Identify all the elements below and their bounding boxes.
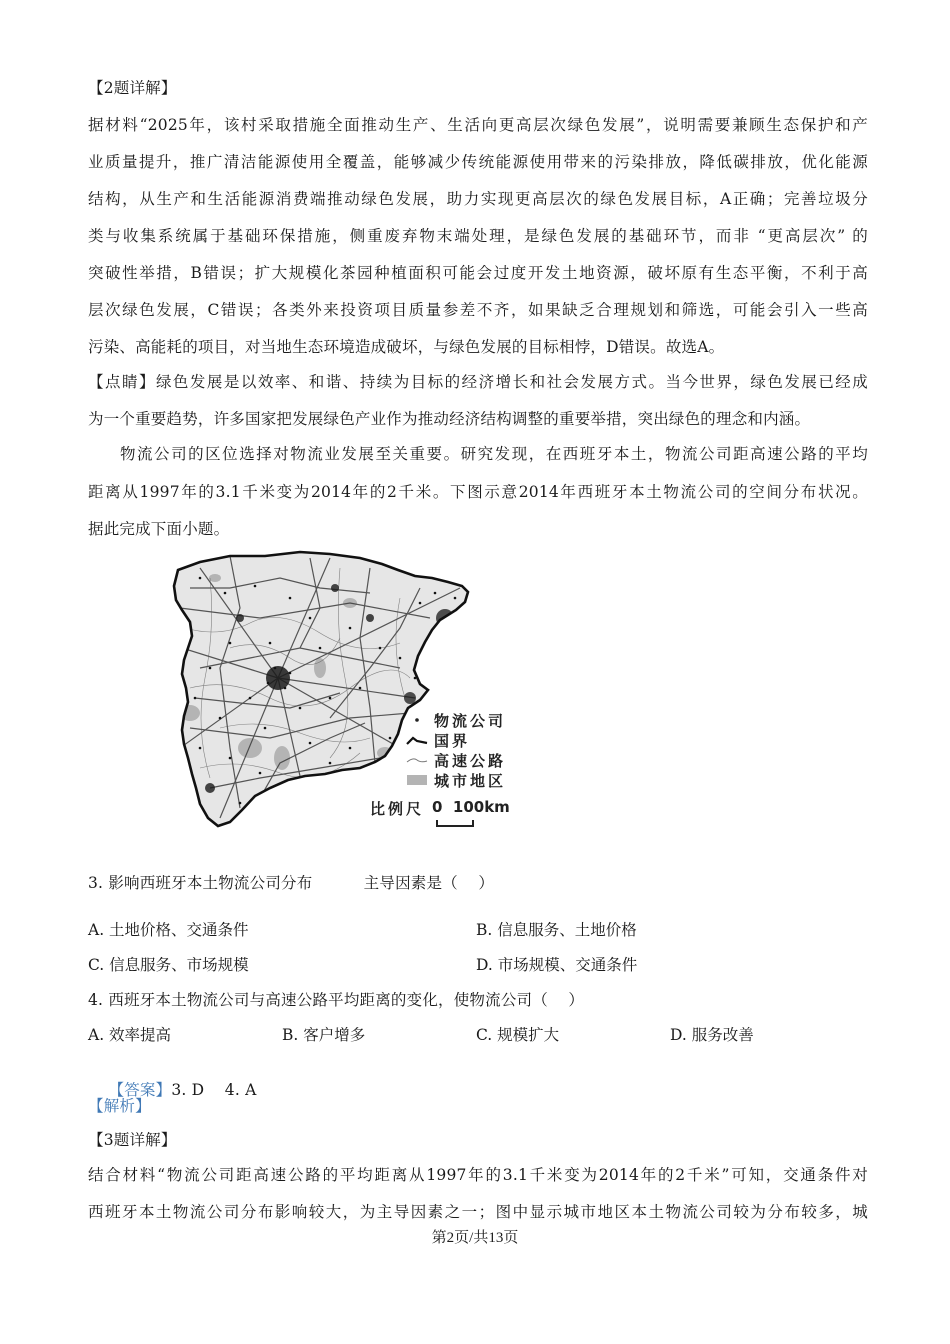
question-3-option-b: B. 信息服务、土地价格 — [476, 921, 637, 939]
question-4-option-b: B. 客户增多 — [282, 1026, 366, 1044]
scale-value: 0 100km — [432, 798, 510, 816]
spain-logistics-map — [150, 548, 530, 836]
map-scale — [370, 798, 510, 819]
q3-detail-line: 西班牙本土物流公司分布影响较大，为主导因素之一；图中显示城市地区本土物流公司较为分布较多，城 — [88, 1203, 868, 1221]
question-3-option-a: A. 土地价格、交通条件 — [88, 921, 249, 939]
question-3-stem: 3. 影响西班牙本土物流公司分布 主导因素是（ ） — [88, 874, 495, 892]
legend-item-logistics: 物流公司 — [400, 710, 506, 730]
dianjing-paragraph — [88, 372, 868, 392]
scale-bar-icon — [436, 820, 474, 827]
legend-item-highway: 高速公路 — [400, 750, 506, 770]
q3-detail-heading: 【3题详解】 — [88, 1131, 177, 1149]
q2-detail-line: 层次绿色发展，C错误；各类外来投资项目质量参差不齐，如果缺乏合理规划和筛选，可能会引入一些高 — [88, 301, 868, 319]
q2-detail-line: 据材料“2025年，该村采取措施全面推动生产、生活向更高层次绿色发展”，说明需要兼顾生态保护和产 — [88, 116, 868, 134]
question-3-option-d: D. 市场规模、交通条件 — [476, 956, 638, 974]
map-legend — [400, 710, 506, 790]
highway-line-icon — [400, 750, 434, 770]
border-line-icon — [400, 730, 434, 750]
question-3-option-c: C. 信息服务、市场规模 — [88, 956, 249, 974]
question-4-option-d: D. 服务改善 — [670, 1026, 754, 1044]
legend-item-urban: 城市地区 — [400, 770, 506, 790]
q2-detail-line: 业质量提升，推广清洁能源使用全覆盖，能够减少传统能源使用带来的污染排放，降低碳排放，优化能源 — [88, 153, 868, 171]
material-line: 物流公司的区位选择对物流业发展至关重要。研究发现，在西班牙本土，物流公司距高速公路的平均 — [120, 445, 868, 463]
question-4-option-c: C. 规模扩大 — [476, 1026, 560, 1044]
analysis-tag: 【解析】 — [88, 1097, 151, 1115]
dianjing-tag: 【点睛】 — [88, 373, 156, 391]
dot-icon — [400, 710, 434, 730]
material-line: 距离从1997年的3.1千米变为2014年的2千米。下图示意2014年西班牙本土物流公司的空间分布状况。 — [88, 483, 868, 501]
question-4-stem: 4. 西班牙本土物流公司与高速公路平均距离的变化，使物流公司（ ） — [88, 991, 585, 1009]
dianjing-text: 绿色发展是以效率、和谐、持续为目标的经济增长和社会发展方式。当今世界，绿色发展已经成 — [155, 373, 868, 391]
page-number-footer: 第2页/共13页 — [431, 1230, 519, 1246]
question-4-option-a: A. 效率提高 — [88, 1026, 172, 1044]
scale-bar — [432, 798, 510, 816]
q2-detail-line: 结构，从生产和生活能源消费端推动绿色发展，助力实现更高层次的绿色发展目标，A正确；完善垃圾分 — [88, 190, 868, 208]
material-line: 据此完成下面小题。 — [88, 520, 230, 538]
q2-detail-line: 类与收集系统属于基础环保措施，侧重废弃物末端处理，是绿色发展的基础环节，而非 “更高层次” 的 — [88, 227, 868, 245]
answer-value: 3. D 4. A — [171, 1081, 257, 1099]
q2-detail-line: 突破性举措，B错误；扩大规模化茶园种植面积可能会过度开发土地资源，破坏原有生态平衡，不利于高 — [88, 264, 868, 282]
q2-detail-line: 污染、高能耗的项目，对当地生态环境造成破坏，与绿色发展的目标相悖，D错误。故选A。 — [88, 338, 725, 356]
answer-tag: 【答案】 — [108, 1081, 172, 1099]
q2-detail-heading: 【2题详解】 — [88, 79, 177, 97]
scale-label: 比例尺 — [370, 800, 425, 818]
q3-detail-line: 结合材料“物流公司距高速公路的平均距离从1997年的3.1千米变为2014年的2千米”可知，交通条件对 — [88, 1166, 868, 1184]
dianjing-line: 为一个重要趋势，许多国家把发展绿色产业作为推动经济结构调整的重要举措，突出绿色的理念和内涵。 — [88, 410, 811, 428]
legend-item-border: 国界 — [400, 730, 506, 750]
spain-map-graphic — [150, 548, 530, 836]
urban-area-swatch-icon — [400, 770, 434, 790]
